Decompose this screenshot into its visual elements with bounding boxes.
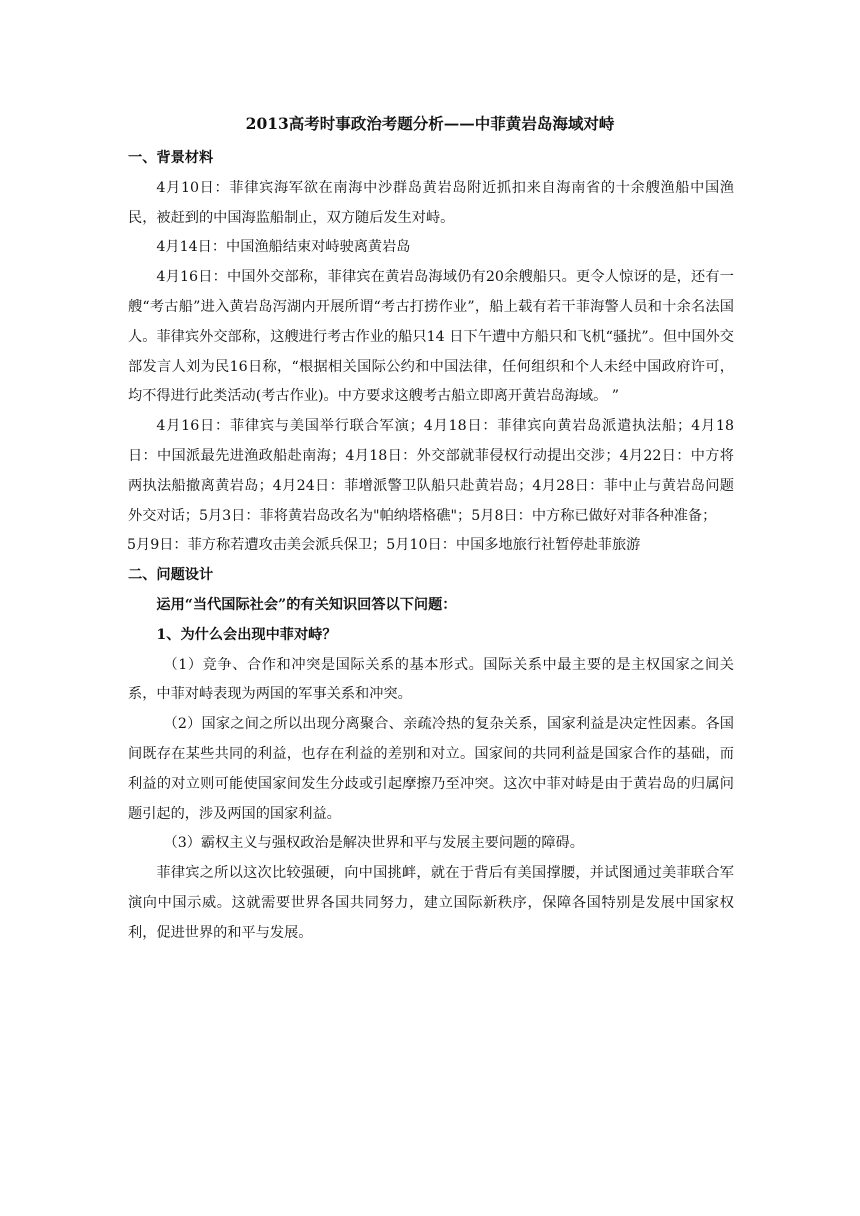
- question-1: 1、为什么会出现中菲对峙？: [156, 626, 337, 643]
- paragraph-apr14: 4月14日：中国渔船结束对峙驶离黄岩岛: [156, 239, 411, 256]
- paragraph-may9-may10: 5月9日：菲方称若遭攻击美会派兵保卫；5月10日：中国多地旅行社暂停赴菲旅游: [127, 537, 641, 554]
- paragraph-apr16: 4月16日：中国外交部称，菲律宾在黄岩岛海域仍有20余艘船只。更令人惊讶的是，还有一艘“考古船”进入黄岩岛泻湖内开展所谓“考古打捞作业”，船上载有若干菲海警人员和十余名法国人。菲律宾外交部称，这艘进行考古作业的船只14 日下午遭中方船只和飞机“骚扰”。但中国外交部发言人刘为民16日称，“根据相关国际公约和中国法律，任何组织和个人未经中国政府许可，均不得进行此类活动(考古作业)。中方要求这艘考古船立即离开黄岩岛海域。 ”: [128, 269, 734, 405]
- answer-point-2: （2）国家之间之所以出现分离聚合、亲疏冷热的复杂关系，国家利益是决定性因素。各国间既存在某些共同的利益，也存在利益的差别和对立。国家间的共同利益是国家合作的基础，而利益的对立则可能使国家间发生分歧或引起摩擦乃至冲突。这次中菲对峙是由于黄岩岛的归属问题引起的，涉及两国的国家利益。: [128, 716, 734, 822]
- paragraph-timeline: 4月16日：菲律宾与美国举行联合军演；4月18日：菲律宾向黄岩岛派遣执法船；4月18日：中国派最先进渔政船赴南海；4月18日：外交部就菲侵权行动提出交涉；4月22日：中方将两执法船撤离黄岩岛；4月24日：菲增派警卫队船只赴黄岩岛；4月28日：菲中止与黄岩岛问题外交对话；5月3日：菲将黄岩岛改名为"帕纳塔格礁"；5月8日：中方称已做好对菲各种准备；: [128, 418, 734, 524]
- section-heading-questions: 二、问题设计: [128, 567, 214, 584]
- paragraph-apr10: 4月10日：菲律宾海军欲在南海中沙群岛黄岩岛附近抓扣来自海南省的十余艘渔船中国渔民，被赶到的中国海监船制止，双方随后发生对峙。: [128, 179, 734, 226]
- section-heading-background: 一、背景材料: [128, 150, 214, 166]
- question-prompt: 运用“当代国际社会”的有关知识回答以下问题：: [156, 596, 457, 613]
- answer-point-3-detail: 菲律宾之所以这次比较强硬，向中国挑衅，就在于背后有美国撑腰，并试图通过美菲联合军演向中国示威。这就需要世界各国共同努力，建立国际新秩序，保障各国特别是发展中国家权利，促进世界的和平与发展。: [128, 865, 734, 941]
- document-title: 2013高考时事政治考题分析——中菲黄岩岛海域对峙: [245, 114, 615, 133]
- document-body: [128, 144, 734, 949]
- answer-point-3: （3）霸权主义与强权政治是解决世界和平与发展主要问题的障碍。: [163, 835, 584, 852]
- answer-point-1: （1）竞争、合作和冲突是国际关系的基本形式。国际关系中最主要的是主权国家之间关系，中菲对峙表现为两国的军事关系和冲突。: [128, 656, 734, 703]
